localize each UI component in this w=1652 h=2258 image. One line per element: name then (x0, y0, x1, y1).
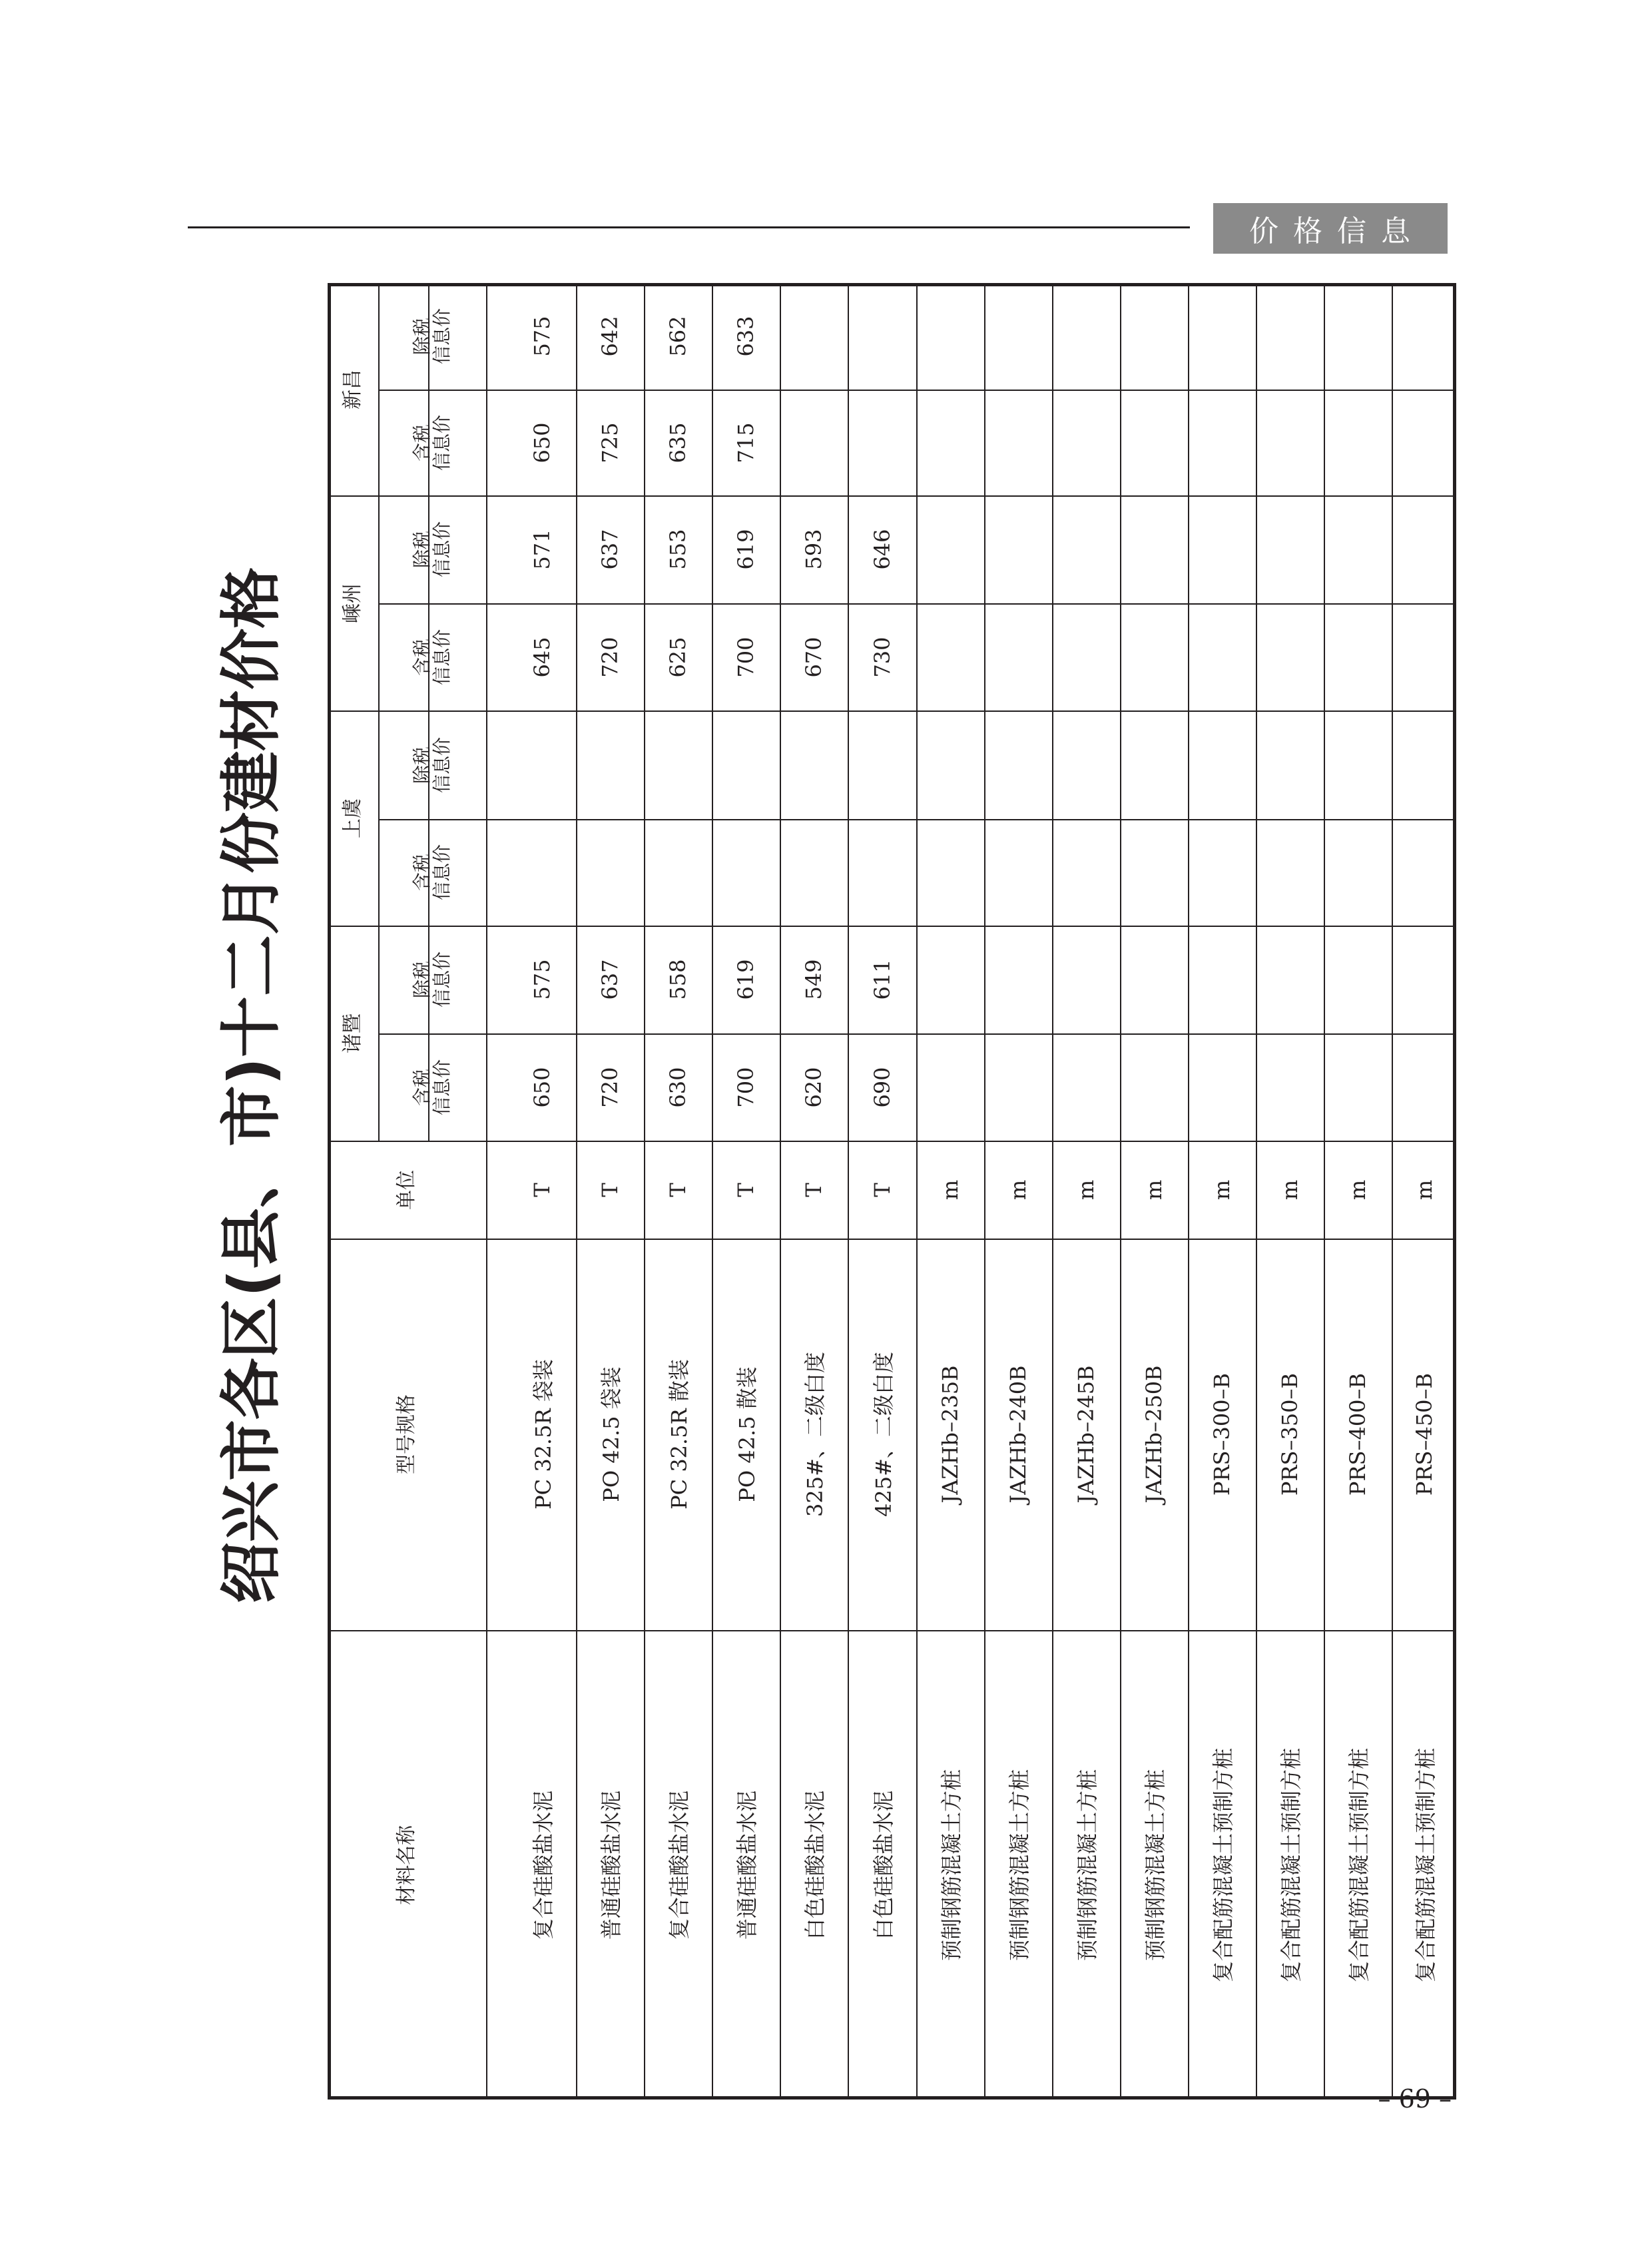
cell-tax-incl-price (1127, 1037, 1181, 1137)
cell-tax-incl-price (1195, 1037, 1248, 1137)
cell-unit: T (733, 1182, 758, 1197)
cell-material-name: 复合硅酸盐水泥 (667, 1790, 692, 1940)
cell-tax-excl-price (924, 286, 977, 386)
subcolumn-separator (378, 390, 1456, 391)
cell-material-name: 复合配筋混凝土预制方桩 (1412, 1747, 1438, 1982)
cell-tax-incl-price: 630 (665, 1066, 690, 1108)
region-separator (328, 495, 1456, 497)
header-separator (486, 283, 487, 2100)
cell-spec: JAZHb–250B (1141, 1365, 1167, 1504)
cell-tax-incl-price (924, 393, 977, 493)
cell-tax-incl-price (991, 1037, 1045, 1137)
header-region: 新昌 (341, 369, 365, 410)
cell-tax-excl-price (1195, 715, 1248, 815)
cell-tax-excl-price (1398, 499, 1451, 599)
header-unit: 单位 (395, 1169, 419, 1210)
cell-tax-excl-price (1263, 286, 1316, 386)
cell-spec: PC 32.5R 袋装 (530, 1359, 556, 1510)
cell-tax-incl-price (1331, 607, 1384, 707)
cell-unit: T (801, 1182, 826, 1197)
row-separator (984, 283, 985, 2100)
section-tag: 价格信息 (1213, 203, 1448, 254)
cell-tax-incl-price (1127, 822, 1181, 922)
header-tax-excl: 除税 信息价 (410, 736, 453, 793)
cell-tax-incl-price (1059, 393, 1113, 493)
cell-tax-excl-price: 575 (529, 316, 555, 357)
cell-tax-incl-price: 700 (733, 636, 758, 678)
cell-unit: m (1073, 1179, 1099, 1200)
row-separator (1392, 283, 1393, 2100)
cell-tax-excl-price (1127, 930, 1181, 1029)
cell-tax-excl-price (719, 715, 772, 815)
cell-tax-incl-price: 625 (665, 636, 690, 678)
cell-tax-excl-price: 633 (733, 316, 758, 357)
cell-tax-incl-price: 690 (869, 1066, 895, 1108)
cell-tax-excl-price: 549 (801, 959, 826, 1000)
header-tax-incl: 含税 信息价 (410, 629, 453, 685)
cell-tax-incl-price (651, 822, 704, 922)
cell-tax-incl-price (515, 822, 569, 922)
cell-material-name: 预制钢筋混凝土方桩 (1007, 1769, 1032, 1961)
cell-tax-excl-price: 637 (597, 529, 623, 570)
row-separator (1052, 283, 1053, 2100)
cell-tax-excl-price: 571 (529, 529, 555, 570)
cell-tax-excl-price (515, 715, 569, 815)
cell-tax-incl-price (1127, 393, 1181, 493)
table-border-bottom (328, 2096, 1456, 2100)
header-tax-excl: 除税 信息价 (410, 952, 453, 1008)
cell-tax-excl-price (583, 715, 637, 815)
cell-tax-excl-price: 619 (733, 529, 758, 570)
cell-tax-incl-price (1398, 1037, 1451, 1137)
cell-unit: m (1209, 1179, 1235, 1200)
cell-tax-incl-price: 725 (597, 422, 623, 463)
cell-spec: JAZHb–235B (938, 1365, 963, 1504)
row-separator (576, 283, 577, 2100)
row-separator (916, 283, 918, 2100)
cell-unit: T (529, 1182, 555, 1197)
subcolumn-separator (378, 819, 1456, 820)
cell-tax-incl-price (1263, 393, 1316, 493)
subcolumn-separator (378, 603, 1456, 605)
cell-tax-excl-price (1059, 499, 1113, 599)
cell-tax-incl-price (991, 393, 1045, 493)
cell-spec: 325#、二级白度 (802, 1352, 828, 1517)
cell-tax-excl-price (787, 715, 840, 815)
page-number: – 69 – (1378, 2084, 1452, 2114)
cell-unit: m (1345, 1179, 1370, 1200)
cell-tax-excl-price (991, 930, 1045, 1029)
cell-tax-incl-price (1195, 822, 1248, 922)
cell-tax-incl-price (856, 393, 909, 493)
cell-material-name: 普通硅酸盐水泥 (734, 1790, 760, 1940)
cell-unit: T (597, 1182, 623, 1197)
cell-tax-incl-price (1263, 607, 1316, 707)
cell-tax-incl-price (991, 607, 1045, 707)
cell-tax-incl-price (1398, 822, 1451, 922)
cell-tax-excl-price: 646 (869, 529, 895, 570)
cell-tax-excl-price (1195, 499, 1248, 599)
cell-material-name: 复合配筋混凝土预制方桩 (1278, 1747, 1304, 1982)
region-header-rule (378, 283, 380, 1141)
cell-tax-excl-price (1195, 286, 1248, 386)
cell-tax-incl-price (1263, 1037, 1316, 1137)
cell-tax-excl-price (1059, 930, 1113, 1029)
cell-spec: JAZHb–240B (1005, 1365, 1031, 1504)
cell-tax-incl-price (856, 822, 909, 922)
header-region: 上虞 (341, 798, 365, 838)
cell-tax-incl-price (1127, 607, 1181, 707)
cell-tax-incl-price (1398, 607, 1451, 707)
cell-tax-incl-price (991, 822, 1045, 922)
cell-spec: JAZHb–245B (1073, 1365, 1099, 1504)
cell-tax-incl-price (1331, 393, 1384, 493)
cell-tax-excl-price: 562 (665, 316, 690, 357)
cell-tax-incl-price (1195, 393, 1248, 493)
cell-tax-incl-price: 720 (597, 1066, 623, 1108)
cell-unit: T (869, 1182, 895, 1197)
cell-spec: PO 42.5 散装 (734, 1366, 760, 1502)
cell-tax-incl-price: 650 (529, 1066, 555, 1108)
cell-spec: PRS–350–B (1277, 1372, 1302, 1496)
cell-tax-incl-price: 715 (733, 422, 758, 463)
cell-tax-incl-price: 635 (665, 422, 690, 463)
row-separator (1324, 283, 1325, 2100)
cell-tax-incl-price: 620 (801, 1066, 826, 1108)
row-separator (848, 283, 849, 2100)
page-title: 绍兴市各区(县、市)十二月份建材价格 (216, 567, 287, 1604)
cell-tax-excl-price (1398, 286, 1451, 386)
cell-tax-excl-price (1331, 499, 1384, 599)
subcolumn-separator (378, 1033, 1456, 1035)
cell-tax-excl-price (1331, 715, 1384, 815)
cell-material-name: 普通硅酸盐水泥 (599, 1790, 624, 1940)
cell-spec: PO 42.5 袋装 (599, 1366, 624, 1502)
cell-tax-incl-price (787, 393, 840, 493)
cell-tax-excl-price (1127, 715, 1181, 815)
cell-tax-excl-price (1398, 715, 1451, 815)
cell-tax-incl-price (1195, 607, 1248, 707)
cell-material-name: 白色硅酸盐水泥 (870, 1790, 896, 1940)
cell-tax-excl-price: 553 (665, 529, 690, 570)
cell-spec: PRS–300–B (1209, 1372, 1235, 1496)
cell-tax-excl-price (1059, 715, 1113, 815)
header-tax-incl: 含税 信息价 (410, 1059, 453, 1115)
cell-material-name: 预制钢筋混凝土方桩 (939, 1769, 964, 1961)
cell-spec: 425#、二级白度 (870, 1352, 896, 1517)
cell-spec: PC 32.5R 散装 (667, 1359, 692, 1510)
cell-tax-incl-price (1059, 1037, 1113, 1137)
cell-material-name: 预制钢筋混凝土方桩 (1143, 1769, 1168, 1961)
cell-tax-incl-price (1331, 822, 1384, 922)
cell-tax-excl-price (1195, 930, 1248, 1029)
row-separator (1120, 283, 1121, 2100)
region-separator (328, 926, 1456, 927)
cell-tax-excl-price (924, 715, 977, 815)
header-tax-incl: 含税 信息价 (410, 844, 453, 901)
header-material-name: 材料名称 (395, 1825, 419, 1905)
table-border-left (328, 283, 331, 2100)
row-separator (712, 283, 713, 2100)
cell-material-name: 复合配筋混凝土预制方桩 (1211, 1747, 1236, 1982)
cell-unit: m (1005, 1179, 1031, 1200)
header-region: 诸暨 (341, 1013, 365, 1053)
cell-material-name: 预制钢筋混凝土方桩 (1075, 1769, 1100, 1961)
column-separator (328, 1239, 1456, 1240)
column-separator (328, 1141, 1456, 1142)
cell-tax-excl-price (856, 715, 909, 815)
cell-tax-incl-price (1059, 607, 1113, 707)
row-separator (1188, 283, 1189, 2100)
cell-tax-incl-price: 645 (529, 636, 555, 678)
cell-tax-incl-price (1059, 822, 1113, 922)
row-separator (780, 283, 781, 2100)
cell-tax-excl-price (1263, 715, 1316, 815)
header-tax-excl: 除税 信息价 (410, 521, 453, 578)
cell-tax-incl-price (583, 822, 637, 922)
cell-tax-excl-price: 611 (869, 959, 895, 1000)
cell-tax-incl-price (924, 822, 977, 922)
cell-unit: m (938, 1179, 963, 1200)
cell-tax-excl-price (1331, 286, 1384, 386)
cell-tax-excl-price (991, 286, 1045, 386)
cell-tax-incl-price: 700 (733, 1066, 758, 1108)
cell-tax-excl-price (1398, 930, 1451, 1029)
cell-tax-excl-price (651, 715, 704, 815)
cell-material-name: 白色硅酸盐水泥 (802, 1790, 828, 1940)
cell-unit: m (1411, 1179, 1437, 1200)
cell-tax-excl-price (1127, 286, 1181, 386)
row-separator (644, 283, 645, 2100)
cell-tax-incl-price: 650 (529, 422, 555, 463)
region-separator (328, 710, 1456, 712)
cell-unit: T (665, 1182, 690, 1197)
header-rule (188, 226, 1190, 228)
header-spec: 型号规格 (395, 1394, 419, 1474)
cell-tax-incl-price (924, 607, 977, 707)
cell-tax-excl-price (924, 930, 977, 1029)
cell-tax-excl-price (1127, 499, 1181, 599)
cell-tax-excl-price (991, 715, 1045, 815)
cell-tax-incl-price (1263, 822, 1316, 922)
cell-spec: PRS–450–B (1411, 1372, 1437, 1496)
header-region: 嵊州 (341, 583, 365, 623)
cell-tax-excl-price (924, 499, 977, 599)
cell-tax-incl-price (1398, 393, 1451, 493)
row-separator (1256, 283, 1257, 2100)
cell-tax-excl-price: 558 (665, 959, 690, 1000)
cell-material-name: 复合配筋混凝土预制方桩 (1346, 1747, 1372, 1982)
cell-tax-incl-price: 730 (869, 636, 895, 678)
cell-tax-excl-price (1059, 286, 1113, 386)
cell-tax-excl-price: 619 (733, 959, 758, 1000)
cell-tax-excl-price (1263, 499, 1316, 599)
column-separator (328, 1630, 1456, 1631)
cell-tax-incl-price (719, 822, 772, 922)
header-tax-incl: 含税 信息价 (410, 414, 453, 471)
cell-tax-incl-price (924, 1037, 977, 1137)
cell-tax-excl-price: 593 (801, 529, 826, 570)
cell-tax-incl-price (787, 822, 840, 922)
cell-tax-excl-price (1263, 930, 1316, 1029)
table-border-right (1453, 283, 1456, 2100)
cell-unit: m (1277, 1179, 1302, 1200)
cell-tax-excl-price: 637 (597, 959, 623, 1000)
cell-unit: m (1141, 1179, 1167, 1200)
cell-tax-incl-price: 670 (801, 636, 826, 678)
cell-tax-excl-price (1331, 930, 1384, 1029)
cell-spec: PRS–400–B (1345, 1372, 1370, 1496)
cell-tax-incl-price: 720 (597, 636, 623, 678)
cell-tax-excl-price: 642 (597, 316, 623, 357)
cell-tax-excl-price (856, 286, 909, 386)
cell-tax-excl-price: 575 (529, 959, 555, 1000)
cell-material-name: 复合硅酸盐水泥 (530, 1790, 556, 1940)
cell-tax-excl-price (787, 286, 840, 386)
cell-tax-incl-price (1331, 1037, 1384, 1137)
cell-tax-excl-price (991, 499, 1045, 599)
header-tax-excl: 除税 信息价 (410, 308, 453, 365)
